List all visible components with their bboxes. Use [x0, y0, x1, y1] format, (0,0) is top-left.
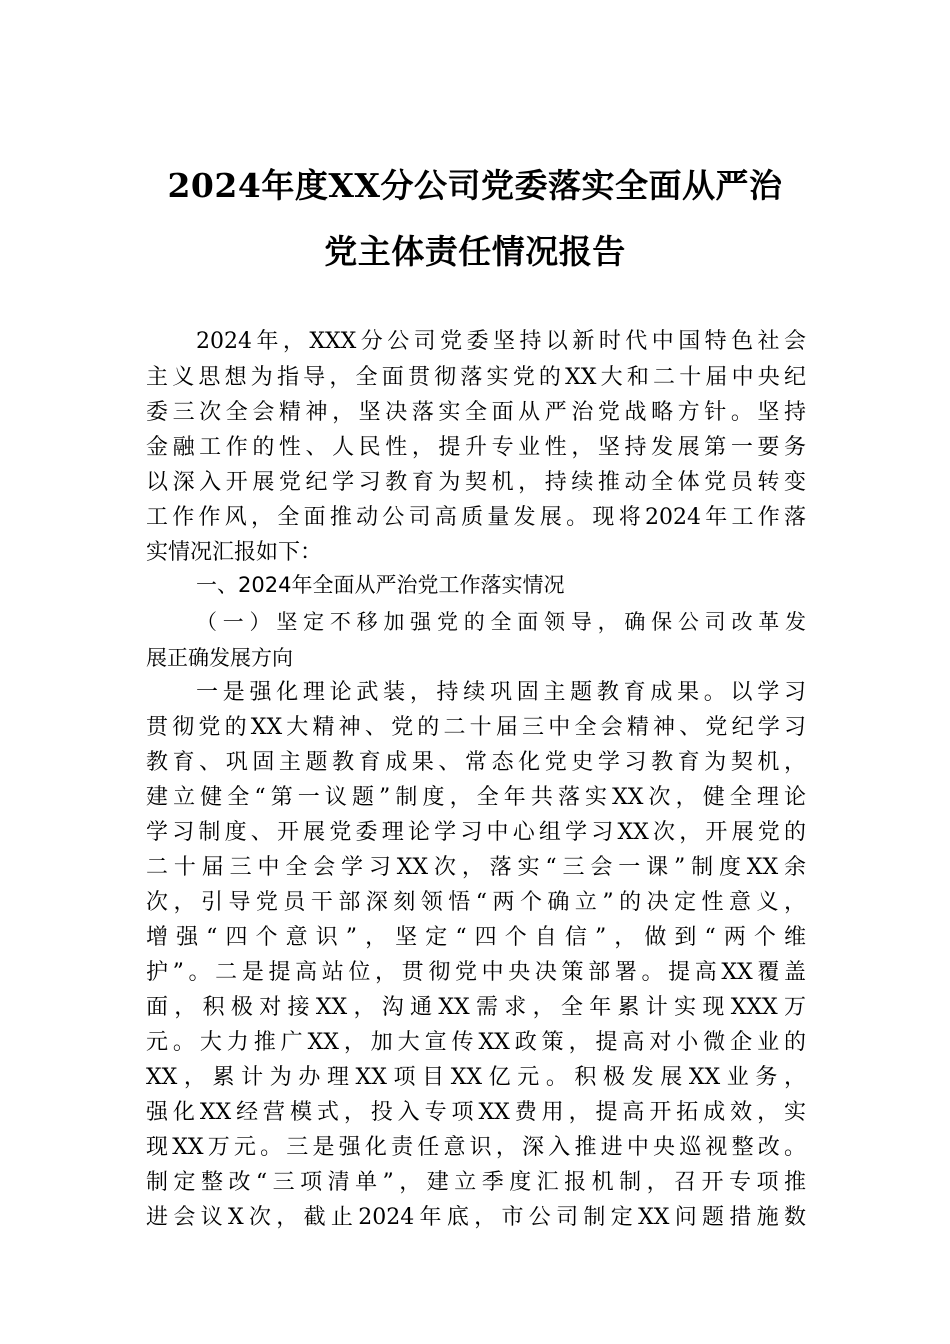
paragraph-2-line-15: 制定整改“三项清单”，建立季度汇报机制，召开专项推	[146, 1170, 806, 1195]
paragraph-2-line-5: 学习制度、开展党委理论学习中心组学习XX次，开展党的	[146, 820, 806, 845]
paragraph-2-line-7: 次，引导党员干部深刻领悟“两个确立”的决定性意义，	[146, 890, 806, 915]
document-title-line-1: 2024年度XX分公司党委落实全面从严治	[167, 166, 783, 205]
paragraph-2-line-6: 二十届三中全会学习XX次，落实“三会一课”制度XX余	[146, 855, 806, 880]
paragraph-2-line-14: 现XX万元。三是强化责任意识，深入推进中央巡视整改。	[146, 1135, 806, 1160]
section-heading-1: 一、2024年全面从严治党工作落实情况	[196, 573, 565, 597]
paragraph-1-line-3: 委三次全会精神，坚决落实全面从严治党战略方针。坚持	[146, 400, 806, 425]
document-title-line-2: 党主体责任情况报告	[324, 232, 626, 271]
paragraph-2-line-3: 教育、巩固主题教育成果、常态化党史学习教育为契机，	[146, 750, 806, 775]
paragraph-2-line-4: 建立健全“第一议题”制度，全年共落实XX次，健全理论	[146, 785, 806, 810]
paragraph-2-line-12: XX，累计为办理XX项目XX亿元。积极发展XX业务，	[146, 1065, 806, 1090]
paragraph-1-line-7: 实情况汇报如下：	[146, 540, 323, 565]
paragraph-2-line-1: 一是强化理论武装，持续巩固主题教育成果。以学习	[196, 680, 806, 705]
paragraph-2-line-13: 强化XX经营模式，投入专项XX费用，提高开拓成效，实	[146, 1100, 806, 1125]
subsection-heading-line-2: 展正确发展方向	[146, 646, 293, 670]
paragraph-2-line-11: 元。大力推广XX，加大宣传XX政策，提高对小微企业的	[146, 1030, 806, 1055]
paragraph-1-line-1: 2024年，XXX分公司党委坚持以新时代中国特色社会	[196, 329, 806, 354]
paragraph-1-line-2: 主义思想为指导，全面贯彻落实党的XX大和二十届中央纪	[146, 365, 806, 390]
paragraph-1-line-6: 工作作风，全面推动公司高质量发展。现将2024年工作落	[146, 505, 806, 530]
paragraph-1-line-4: 金融工作的性、人民性，提升专业性，坚持发展第一要务	[146, 435, 806, 460]
subsection-heading-line-1: （一）坚定不移加强党的全面领导，确保公司改革发	[196, 610, 806, 634]
paragraph-2-line-10: 面，积极对接XX，沟通XX需求，全年累计实现XXX万	[146, 995, 806, 1020]
paragraph-1-line-5: 以深入开展党纪学习教育为契机，持续推动全体党员转变	[146, 470, 806, 495]
paragraph-2-line-9: 护”。二是提高站位，贯彻党中央决策部署。提高XX覆盖	[146, 960, 806, 985]
paragraph-2-line-16: 进会议X次，截止2024年底，市公司制定XX问题措施数	[146, 1205, 806, 1230]
paragraph-2-line-2: 贯彻党的XX大精神、党的二十届三中全会精神、党纪学习	[146, 715, 806, 740]
paragraph-2-line-8: 增强“四个意识”，坚定“四个自信”，做到“两个维	[146, 925, 806, 950]
